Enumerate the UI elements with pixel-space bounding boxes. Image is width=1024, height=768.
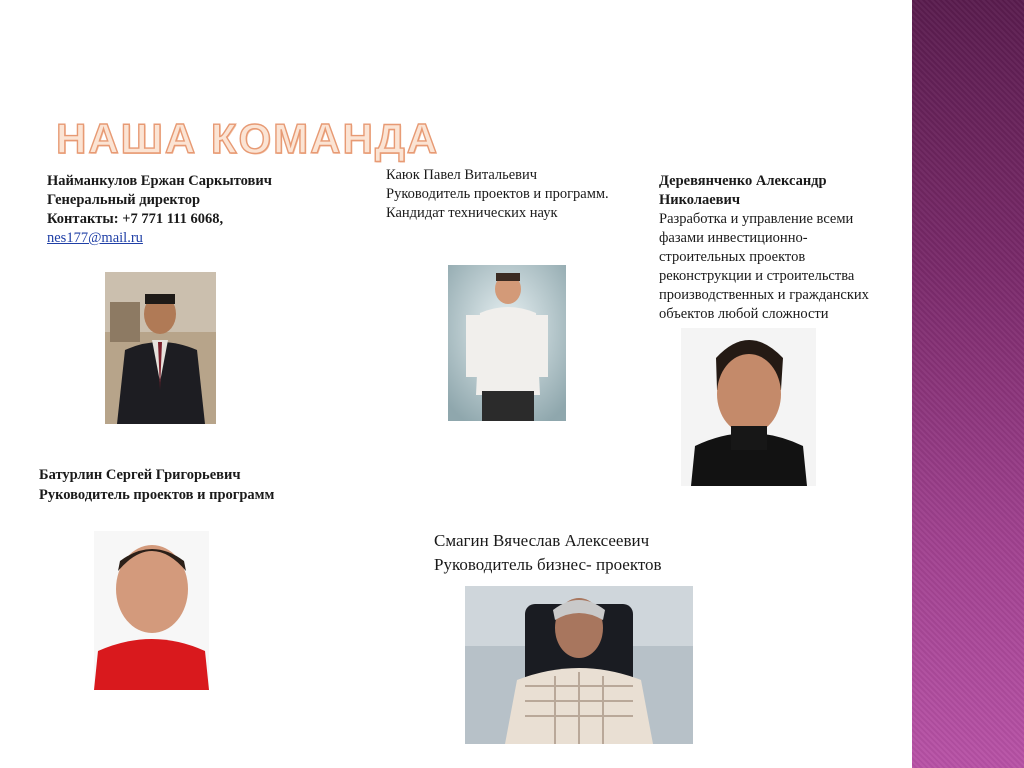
member-2-name: Каюк Павел Витальевич	[386, 167, 538, 183]
slide-title: НАША КОМАНДА	[56, 115, 440, 162]
member-3-desc-line2: фазами инвестиционно-	[659, 230, 808, 246]
member-1-name: Найманкулов Ержан Саркытович	[47, 173, 272, 189]
member-2-degree: Кандидат технических наук	[386, 205, 558, 221]
member-3-desc-line6: объектов любой сложности	[659, 306, 829, 322]
member-1-contacts: Контакты: +7 771 111 6068,	[47, 211, 224, 227]
portrait-photo-shirt	[448, 265, 566, 421]
member-3-desc-line3: строительных проектов	[659, 249, 806, 265]
portrait-photo-turtleneck	[681, 328, 816, 486]
member-1-role: Генеральный директор	[47, 192, 201, 208]
member-3-desc-line1: Разработка и управление всеми	[659, 211, 854, 227]
member-4-role: Руководитель проектов и программ	[39, 487, 275, 503]
member-4-name: Батурлин Сергей Григорьевич	[39, 467, 241, 483]
member-3-name-line1: Деревянченко Александр	[659, 173, 827, 189]
member-1-email-link[interactable]: nes177@mail.ru	[47, 230, 143, 246]
member-5-name: Смагин Вячеслав Алексеевич	[434, 531, 650, 550]
member-3-desc-line5: производственных и гражданских	[659, 287, 869, 303]
member-3-desc-line4: реконструкции и строительства	[659, 268, 855, 284]
portrait-photo-red-shirt	[94, 531, 209, 690]
member-2-role: Руководитель проектов и программ.	[386, 186, 609, 202]
portrait-photo-office-chair	[465, 586, 693, 744]
decorative-side-band	[912, 0, 1024, 768]
portrait-photo-suit	[105, 272, 216, 424]
member-3-name-line2: Николаевич	[659, 192, 741, 208]
member-5-role: Руководитель бизнес- проектов	[434, 555, 662, 574]
